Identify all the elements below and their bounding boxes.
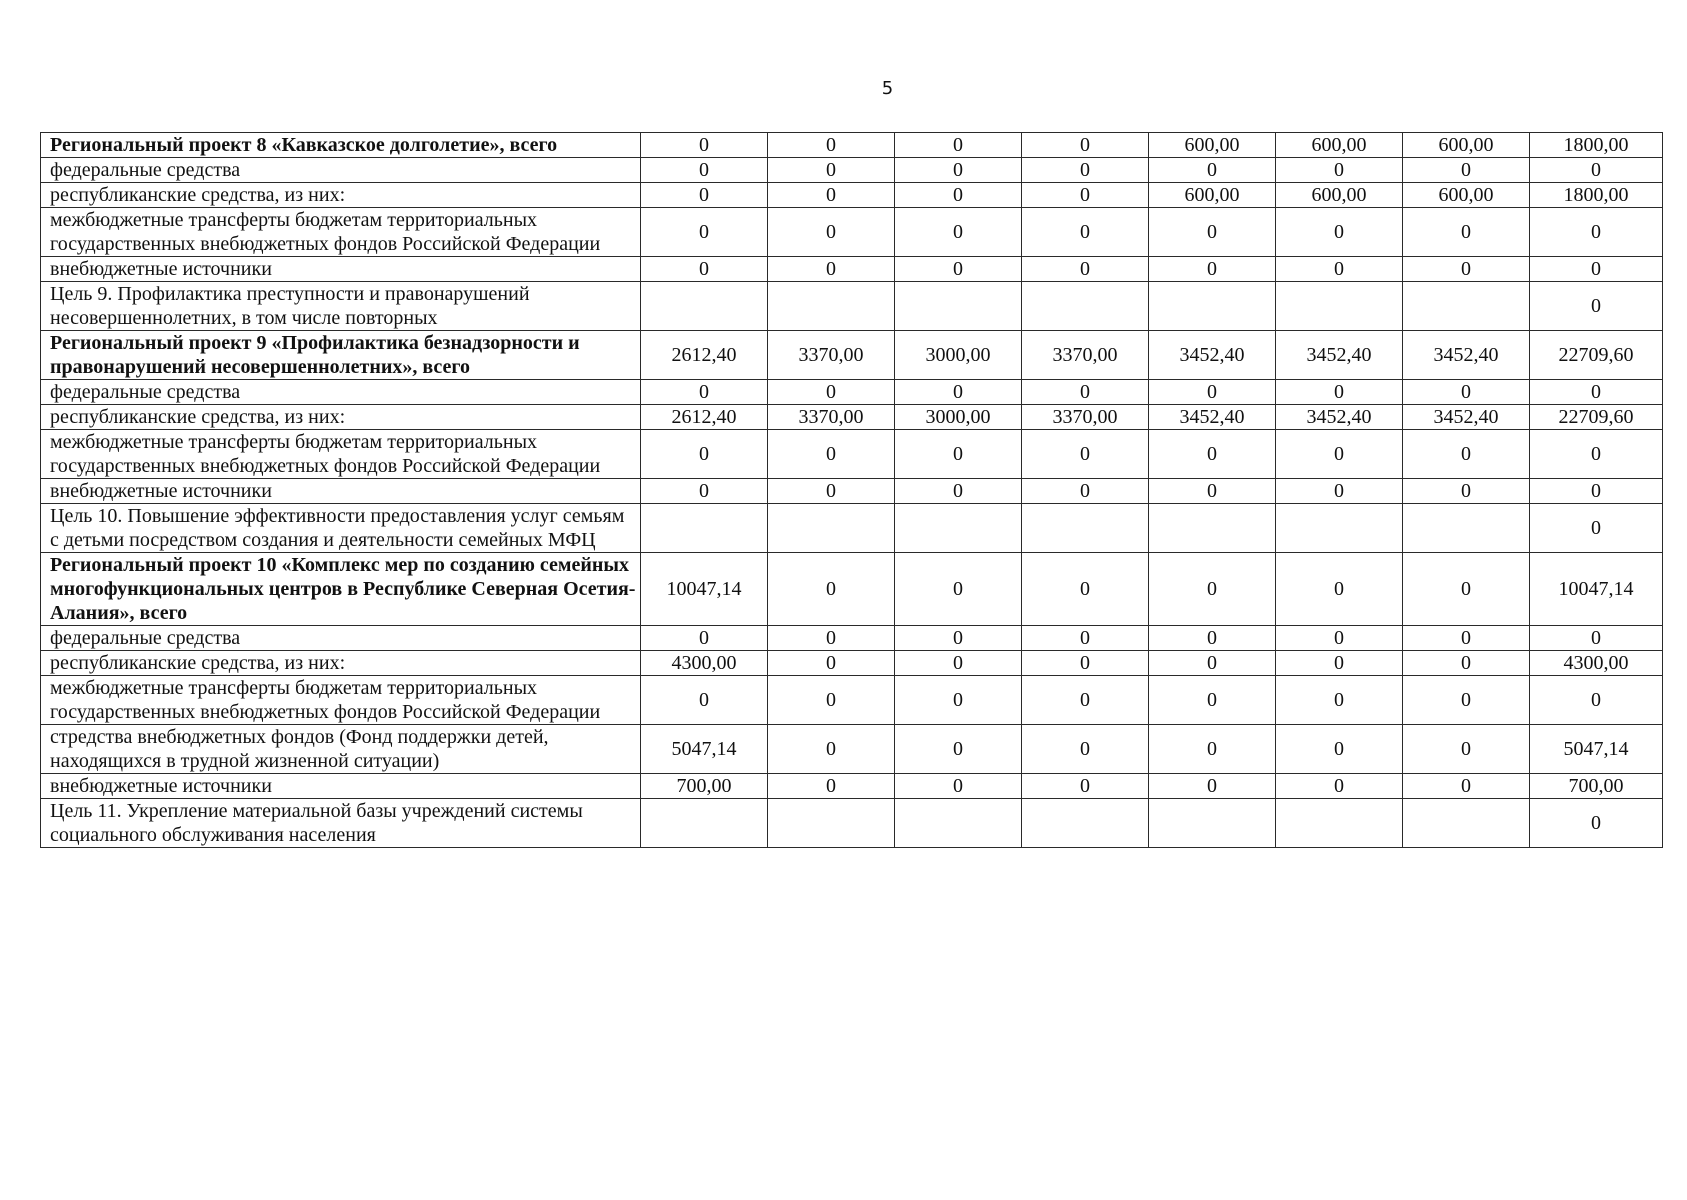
total-cell: 1800,00 [1530, 133, 1663, 158]
value-cell [1403, 799, 1530, 848]
row-label: федеральные средства [41, 626, 641, 651]
value-cell: 0 [1149, 208, 1276, 257]
value-cell [1276, 282, 1403, 331]
value-cell: 0 [1149, 430, 1276, 479]
value-cell: 700,00 [641, 774, 768, 799]
value-cell [1149, 504, 1276, 553]
value-cell [641, 282, 768, 331]
row-label: федеральные средства [41, 158, 641, 183]
value-cell: 0 [1403, 257, 1530, 282]
value-cell: 0 [1276, 430, 1403, 479]
value-cell: 0 [641, 257, 768, 282]
value-cell: 0 [768, 553, 895, 626]
value-cell: 0 [768, 133, 895, 158]
value-cell [895, 504, 1022, 553]
value-cell: 0 [641, 183, 768, 208]
value-cell [1149, 799, 1276, 848]
value-cell: 0 [1149, 725, 1276, 774]
table-row [41, 725, 1663, 774]
value-cell: 0 [895, 133, 1022, 158]
value-cell: 0 [895, 553, 1022, 626]
value-cell: 0 [1149, 676, 1276, 725]
value-cell: 3452,40 [1403, 405, 1530, 430]
row-label: Региональный проект 8 «Кавказское долголетие», всего [41, 133, 641, 158]
total-cell: 22709,60 [1530, 331, 1663, 380]
value-cell: 0 [641, 133, 768, 158]
value-cell: 0 [1022, 479, 1149, 504]
value-cell: 0 [768, 380, 895, 405]
value-cell: 0 [895, 725, 1022, 774]
table-body [41, 133, 1663, 848]
value-cell: 0 [1276, 774, 1403, 799]
value-cell: 0 [1022, 158, 1149, 183]
value-cell: 0 [895, 183, 1022, 208]
value-cell: 0 [1276, 380, 1403, 405]
table-row [41, 158, 1663, 183]
value-cell: 0 [1403, 725, 1530, 774]
value-cell: 3452,40 [1403, 331, 1530, 380]
value-cell: 0 [1149, 380, 1276, 405]
value-cell: 0 [1403, 676, 1530, 725]
value-cell: 0 [1022, 553, 1149, 626]
table-row [41, 799, 1663, 848]
value-cell: 0 [768, 479, 895, 504]
row-label: Цель 9. Профилактика преступности и правонарушений несовершеннолетних, в том числе повторных [41, 282, 641, 331]
value-cell: 0 [1022, 430, 1149, 479]
value-cell: 0 [1022, 725, 1149, 774]
value-cell: 0 [895, 430, 1022, 479]
value-cell: 0 [1403, 380, 1530, 405]
total-cell: 700,00 [1530, 774, 1663, 799]
value-cell: 0 [1022, 133, 1149, 158]
value-cell: 0 [1403, 479, 1530, 504]
value-cell: 0 [1403, 430, 1530, 479]
value-cell: 2612,40 [641, 331, 768, 380]
value-cell: 0 [1022, 651, 1149, 676]
value-cell: 0 [641, 626, 768, 651]
row-label: Цель 11. Укрепление материальной базы учреждений системы социального обслуживания населения [41, 799, 641, 848]
value-cell: 0 [641, 380, 768, 405]
table-row [41, 380, 1663, 405]
value-cell [768, 504, 895, 553]
value-cell: 3452,40 [1149, 331, 1276, 380]
value-cell: 0 [641, 208, 768, 257]
value-cell: 0 [1022, 626, 1149, 651]
value-cell: 0 [768, 183, 895, 208]
value-cell [1403, 282, 1530, 331]
total-cell: 0 [1530, 626, 1663, 651]
value-cell: 3370,00 [1022, 331, 1149, 380]
value-cell: 0 [1276, 651, 1403, 676]
value-cell: 0 [1149, 553, 1276, 626]
value-cell: 600,00 [1149, 183, 1276, 208]
value-cell: 0 [1022, 380, 1149, 405]
value-cell [1149, 282, 1276, 331]
value-cell: 0 [768, 430, 895, 479]
total-cell: 10047,14 [1530, 553, 1663, 626]
value-cell: 0 [1276, 479, 1403, 504]
value-cell [895, 799, 1022, 848]
total-cell: 0 [1530, 430, 1663, 479]
row-label: Региональный проект 9 «Профилактика безнадзорности и правонарушений несовершеннолетних», всего [41, 331, 641, 380]
row-label: межбюджетные трансферты бюджетам территориальных государственных внебюджетных фондов Российской Федерации [41, 430, 641, 479]
row-label: стредства внебюджетных фондов (Фонд поддержки детей, находящихся в трудной жизненной ситуации) [41, 725, 641, 774]
total-cell: 4300,00 [1530, 651, 1663, 676]
value-cell: 0 [1149, 479, 1276, 504]
value-cell [1022, 799, 1149, 848]
value-cell: 0 [1149, 651, 1276, 676]
table-row [41, 479, 1663, 504]
value-cell [1022, 282, 1149, 331]
value-cell: 3452,40 [1276, 331, 1403, 380]
value-cell: 0 [768, 626, 895, 651]
row-label: межбюджетные трансферты бюджетам территориальных государственных внебюджетных фондов Российской Федерации [41, 676, 641, 725]
budget-table [40, 132, 1663, 848]
row-label: республиканские средства, из них: [41, 651, 641, 676]
value-cell: 0 [895, 380, 1022, 405]
value-cell: 0 [1276, 725, 1403, 774]
value-cell: 0 [1022, 183, 1149, 208]
value-cell: 0 [1022, 257, 1149, 282]
value-cell: 0 [768, 257, 895, 282]
value-cell: 0 [1403, 774, 1530, 799]
value-cell: 0 [895, 257, 1022, 282]
table-row [41, 430, 1663, 479]
value-cell: 0 [641, 676, 768, 725]
value-cell: 600,00 [1403, 183, 1530, 208]
row-label: республиканские средства, из них: [41, 405, 641, 430]
page-number: 5 [881, 78, 894, 99]
value-cell: 3370,00 [1022, 405, 1149, 430]
value-cell: 4300,00 [641, 651, 768, 676]
table-row [41, 133, 1663, 158]
value-cell: 600,00 [1403, 133, 1530, 158]
value-cell: 3000,00 [895, 331, 1022, 380]
value-cell [1276, 504, 1403, 553]
value-cell: 3452,40 [1276, 405, 1403, 430]
total-cell: 0 [1530, 479, 1663, 504]
value-cell: 3000,00 [895, 405, 1022, 430]
total-cell: 0 [1530, 676, 1663, 725]
table-row [41, 676, 1663, 725]
row-label: внебюджетные источники [41, 257, 641, 282]
row-label: республиканские средства, из них: [41, 183, 641, 208]
value-cell: 0 [895, 479, 1022, 504]
total-cell: 0 [1530, 380, 1663, 405]
row-label: межбюджетные трансферты бюджетам территориальных государственных внебюджетных фондов Российской Федерации [41, 208, 641, 257]
value-cell: 0 [1022, 676, 1149, 725]
table-row [41, 331, 1663, 380]
table-row [41, 651, 1663, 676]
value-cell: 600,00 [1276, 133, 1403, 158]
value-cell: 5047,14 [641, 725, 768, 774]
value-cell [641, 799, 768, 848]
value-cell [895, 282, 1022, 331]
value-cell: 0 [1403, 553, 1530, 626]
value-cell [641, 504, 768, 553]
value-cell [1403, 504, 1530, 553]
row-label: Региональный проект 10 «Комплекс мер по созданию семейных многофункциональных центров в Республике Северная Осетия-Алания», всего [41, 553, 641, 626]
value-cell: 0 [895, 774, 1022, 799]
value-cell: 0 [1276, 626, 1403, 651]
value-cell: 0 [895, 676, 1022, 725]
table-row [41, 208, 1663, 257]
value-cell: 0 [1149, 158, 1276, 183]
value-cell: 0 [1276, 553, 1403, 626]
value-cell: 0 [1403, 626, 1530, 651]
value-cell: 0 [768, 158, 895, 183]
total-cell: 0 [1530, 208, 1663, 257]
value-cell: 0 [768, 774, 895, 799]
value-cell: 0 [1022, 774, 1149, 799]
total-cell: 0 [1530, 504, 1663, 553]
table-row [41, 626, 1663, 651]
value-cell: 0 [1276, 676, 1403, 725]
value-cell: 0 [1022, 208, 1149, 257]
value-cell [768, 799, 895, 848]
value-cell [1276, 799, 1403, 848]
value-cell: 0 [1403, 158, 1530, 183]
value-cell: 2612,40 [641, 405, 768, 430]
value-cell: 0 [1403, 208, 1530, 257]
value-cell: 0 [1276, 257, 1403, 282]
value-cell: 0 [1149, 257, 1276, 282]
value-cell: 3452,40 [1149, 405, 1276, 430]
value-cell: 0 [895, 626, 1022, 651]
table-row [41, 183, 1663, 208]
total-cell: 22709,60 [1530, 405, 1663, 430]
value-cell: 0 [768, 676, 895, 725]
value-cell: 0 [641, 430, 768, 479]
value-cell [768, 282, 895, 331]
value-cell: 0 [641, 158, 768, 183]
total-cell: 0 [1530, 257, 1663, 282]
row-label: Цель 10. Повышение эффективности предоставления услуг семьям с детьми посредством создания и деятельности семейных МФЦ [41, 504, 641, 553]
table-row [41, 504, 1663, 553]
table-row [41, 553, 1663, 626]
value-cell: 0 [895, 208, 1022, 257]
total-cell: 5047,14 [1530, 725, 1663, 774]
value-cell: 0 [768, 651, 895, 676]
value-cell: 0 [1403, 651, 1530, 676]
value-cell: 0 [768, 208, 895, 257]
value-cell [1022, 504, 1149, 553]
value-cell: 10047,14 [641, 553, 768, 626]
total-cell: 0 [1530, 158, 1663, 183]
value-cell: 600,00 [1149, 133, 1276, 158]
value-cell: 0 [1276, 158, 1403, 183]
total-cell: 1800,00 [1530, 183, 1663, 208]
row-label: внебюджетные источники [41, 479, 641, 504]
value-cell: 0 [895, 651, 1022, 676]
value-cell: 0 [1149, 626, 1276, 651]
row-label: федеральные средства [41, 380, 641, 405]
table-row [41, 282, 1663, 331]
value-cell: 0 [641, 479, 768, 504]
table-row [41, 257, 1663, 282]
row-label: внебюджетные источники [41, 774, 641, 799]
total-cell: 0 [1530, 799, 1663, 848]
value-cell: 3370,00 [768, 331, 895, 380]
value-cell: 600,00 [1276, 183, 1403, 208]
total-cell: 0 [1530, 282, 1663, 331]
value-cell: 0 [768, 725, 895, 774]
table-row [41, 405, 1663, 430]
value-cell: 0 [1149, 774, 1276, 799]
value-cell: 0 [895, 158, 1022, 183]
value-cell: 3370,00 [768, 405, 895, 430]
table-row [41, 774, 1663, 799]
value-cell: 0 [1276, 208, 1403, 257]
